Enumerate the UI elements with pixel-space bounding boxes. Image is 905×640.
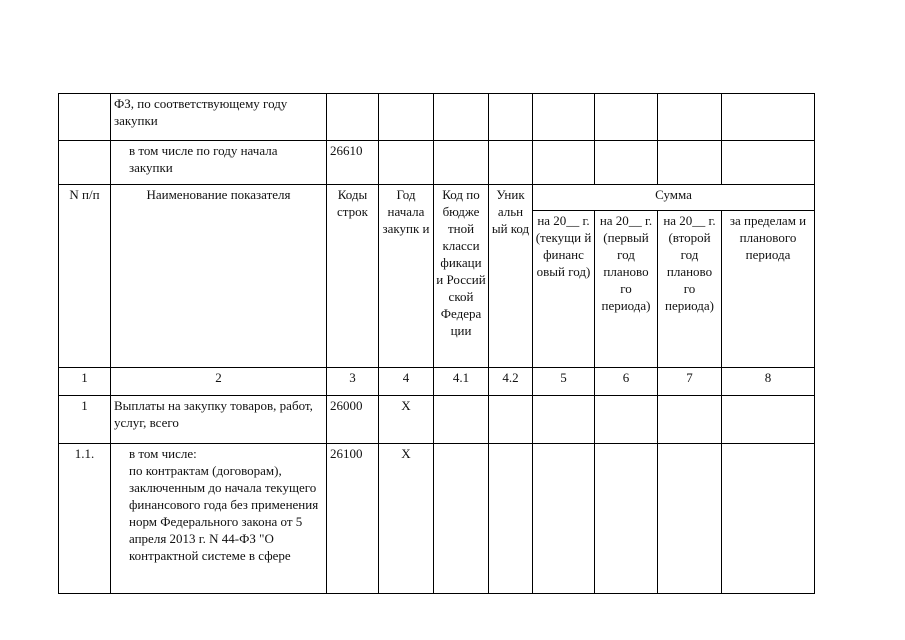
cell-num: 1 [59,396,111,444]
header-row [59,185,815,211]
table-row [59,444,815,594]
cell-code: 26610 [327,141,379,185]
col-number: 4.2 [489,368,533,396]
col-number: 4 [379,368,434,396]
header-sum-current-year: на 20__ г. (текущи й финанс овый год) [533,211,595,368]
table-row [59,396,815,444]
table-row [59,141,815,185]
col-number: 5 [533,368,595,396]
cell-num [59,141,111,185]
header-num: N п/п [59,185,111,368]
indicators-table [58,93,815,594]
numbering-row [59,368,815,396]
cell-year: X [379,396,434,444]
cell-name: Выплаты на закупку товаров, работ, услуг, всего [111,396,327,444]
header-sum-first-plan-year: на 20__ г. (первый год планово го периода) [595,211,658,368]
header-year: Год начала закупк и [379,185,434,368]
col-number: 3 [327,368,379,396]
cell-code: 26100 [327,444,379,594]
header-sum-beyond-plan: за пределам и планового периода [722,211,815,368]
col-number: 4.1 [434,368,489,396]
header-code: Коды строк [327,185,379,368]
header-name: Наименование показателя [111,185,327,368]
cell-code: 26000 [327,396,379,444]
header-sum-second-plan-year: на 20__ г. (второй год планово го периода) [658,211,722,368]
table-row [59,94,815,141]
col-number: 8 [722,368,815,396]
cell-name: ФЗ, по соответствующему году закупки [111,94,327,141]
col-number: 6 [595,368,658,396]
cell-num [59,94,111,141]
col-number: 2 [111,368,327,396]
cell-year: X [379,444,434,594]
header-unique-code: Уник альн ый код [489,185,533,368]
cell-name: в том числе: по контрактам (договорам), заключенным до начала текущего финансового года без применения норм Федерального закона от 5 апреля 2013 г. N 44-ФЗ "О контрактной системе в сфере [111,444,327,594]
cell-code [327,94,379,141]
col-number: 7 [658,368,722,396]
cell-name: в том числе по году начала закупки [111,141,327,185]
col-number: 1 [59,368,111,396]
header-sum: Сумма [533,185,815,211]
header-kbk: Код по бюдже тной класси фикаци и Россий ской Федера ции [434,185,489,368]
cell-num: 1.1. [59,444,111,594]
